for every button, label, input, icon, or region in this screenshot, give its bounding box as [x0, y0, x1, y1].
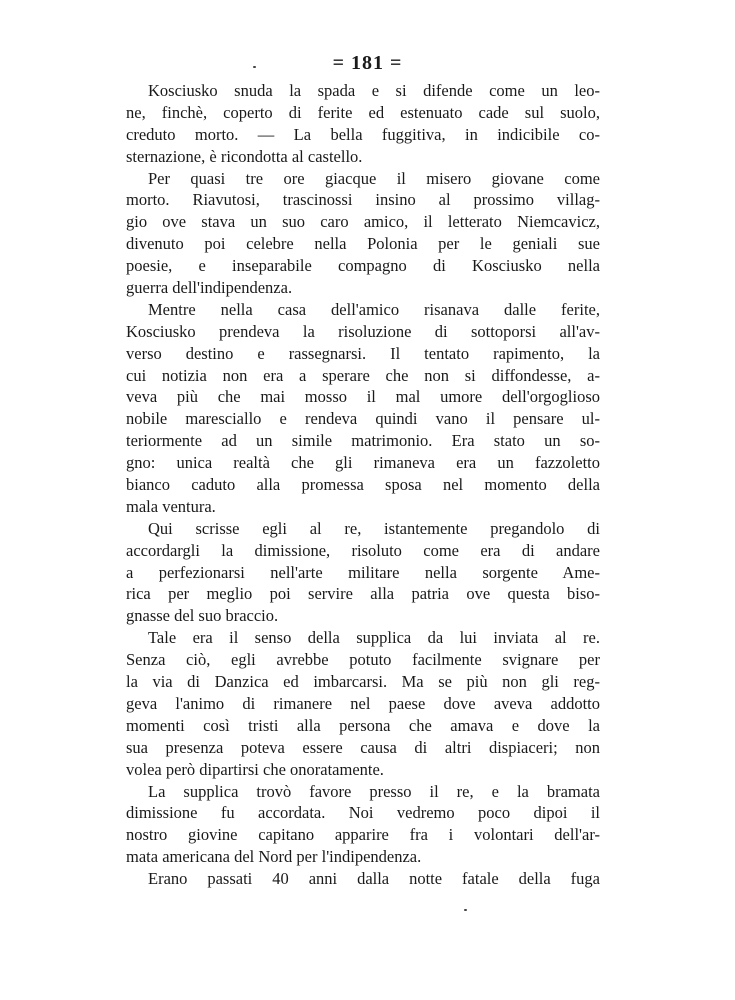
text-line: guerra dell'indipendenza. — [126, 278, 293, 298]
text-line: Senza ciò, egli avrebbe potuto facilmente svignare per — [126, 650, 600, 670]
text-line: Kosciusko prendeva la risoluzione di sottoporsi all'av- — [126, 321, 600, 341]
text-line: ne, finchè, coperto di ferite ed estenuato cade sul suolo, — [126, 102, 600, 122]
text-line: creduto morto. — La bella fuggitiva, in indicibile co- — [126, 124, 600, 144]
text-line: veva più che mai mosso il mal umore dell'orgoglioso — [126, 387, 600, 407]
text-line: morto. Riavutosi, trascinossi insino al prossimo villag- — [126, 190, 600, 210]
text-line: la via di Danzica ed imbarcarsi. Ma se più non gli reg- — [126, 672, 600, 692]
text-line: mata americana del Nord per l'indipendenza. — [126, 847, 422, 867]
text-line: mala ventura. — [126, 496, 216, 516]
text-line: bianco caduto alla promessa sposa nel momento della — [126, 475, 600, 495]
ink-speck — [464, 909, 467, 911]
text-line: Qui scrisse egli al re, istantemente pregandolo di — [148, 518, 600, 538]
text-line: volea però dipartirsi che onoratamente. — [126, 759, 384, 779]
text-line: La supplica trovò favore presso il re, e la bramata — [148, 781, 600, 801]
text-line: a perfezionarsi nell'arte militare nella sorgente Ame- — [126, 562, 600, 582]
text-line: Mentre nella casa dell'amico risanava dalle ferite, — [148, 299, 600, 319]
text-line: Tale era il senso della supplica da lui inviata al re. — [148, 628, 600, 648]
text-line: dimissione fu accordata. Noi vedremo poco dipoi il — [126, 803, 600, 823]
text-line: sternazione, è ricondotta al castello. — [126, 146, 363, 166]
text-line: gno: unica realtà che gli rimaneva era un fazzoletto — [126, 453, 600, 473]
text-line: gnasse del suo braccio. — [126, 606, 279, 626]
text-line: cui notizia non era a sperare che non si diffondesse, a- — [126, 365, 600, 385]
page-number: = 181 = — [332, 52, 403, 74]
text-line: geva l'animo di rimanere nel paese dove aveva addotto — [126, 693, 600, 713]
text-line: accordargli la dimissione, risoluto come era di andare — [126, 540, 600, 560]
text-line: divenuto poi celebre nella Polonia per le geniali sue — [126, 234, 600, 254]
ink-speck — [253, 66, 256, 68]
text-line: sua presenza poteva essere causa di altri dispiaceri; non — [126, 737, 600, 757]
text-line: Kosciusko snuda la spada e si difende come un leo- — [148, 81, 600, 100]
text-line: verso destino e rassegnarsi. Il tentato rapimento, la — [126, 343, 600, 363]
text-line: nobile maresciallo e rendeva quindi vano il pensare ul- — [126, 409, 600, 429]
text-line: nostro giovine capitano apparire fra i volontari dell'ar- — [126, 825, 600, 845]
body-text — [126, 80, 600, 890]
text-line: teriormente ad un simile matrimonio. Era stato un so- — [126, 431, 600, 451]
text-line: gio ove stava un suo caro amico, il letterato Niemcavicz, — [126, 212, 600, 232]
text-line: momenti così tristi alla persona che amava e dove la — [126, 715, 600, 735]
text-line: poesie, e inseparabile compagno di Kosciusko nella — [126, 256, 600, 276]
text-line: rica per meglio poi servire alla patria ove questa biso- — [126, 584, 600, 604]
text-line: Erano passati 40 anni dalla notte fatale della fuga — [148, 869, 600, 889]
text-line: Per quasi tre ore giacque il misero giovane come — [148, 168, 600, 188]
